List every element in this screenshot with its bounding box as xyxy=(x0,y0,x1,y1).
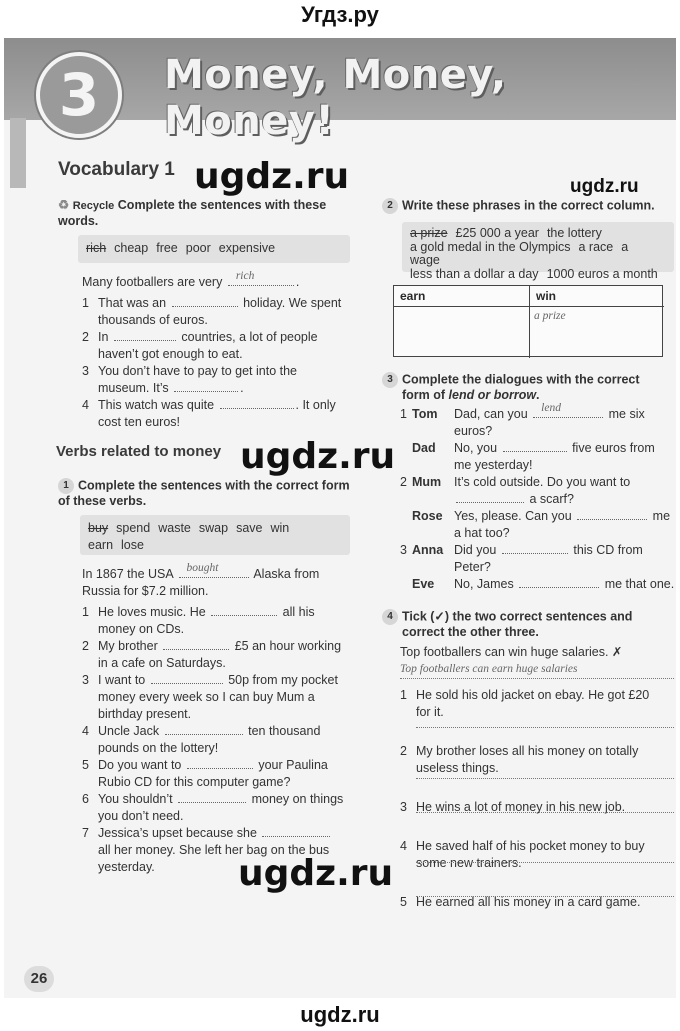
ex4-item-4: 4 He saved half of his pocket money to buy xyxy=(400,839,645,853)
answer-line[interactable] xyxy=(416,862,674,863)
answer-blank[interactable] xyxy=(114,329,176,341)
handwritten-answer: bought xyxy=(186,562,219,574)
handwritten-answer: lend xyxy=(541,402,561,414)
word-poor: poor xyxy=(185,241,211,255)
verbs-instruction xyxy=(58,478,358,509)
phrase-lottery: the lottery xyxy=(546,226,602,240)
answer-blank[interactable] xyxy=(502,542,568,554)
watermark: ugdz.ru xyxy=(240,436,396,477)
vocab-items: Many footballers are very rich . 1 That was an holiday. We spent thousands of euros. 2 In countries, a lot of people haven’t got enough to eat. 3 You don’t have to pay to get into the museum. It’s . 4 This watch was quite . It only cost ten euros! xyxy=(82,274,362,431)
verbs-item-2: 2 My brother £5 an hour working xyxy=(82,639,342,653)
exercise-number: 2 xyxy=(382,198,398,214)
verbs-example: In 1867 the USA bought Alaska from xyxy=(82,562,320,581)
watermark: ugdz.ru xyxy=(238,853,394,894)
word-lose: lose xyxy=(121,538,144,552)
answer-blank[interactable] xyxy=(456,491,524,503)
ex4-instruction: 4 Tick (✓) the two correct sentences and correct the other three. xyxy=(382,609,674,640)
dialogue-line: 3 Anna Did you this CD from xyxy=(400,543,643,557)
answer-blank[interactable] xyxy=(577,508,647,520)
word-waste: waste xyxy=(158,521,191,535)
ex2-phrase-box xyxy=(402,222,674,281)
answer-blank[interactable] xyxy=(503,440,567,452)
answer-blank[interactable] xyxy=(163,638,229,650)
verbs-item-4: 4 Uncle Jack ten thousand xyxy=(82,724,321,738)
dialogue-line: Eve No, James me that one. xyxy=(412,577,675,591)
answer-line[interactable] xyxy=(416,812,674,813)
answer-blank[interactable] xyxy=(187,757,253,769)
unit-number-badge xyxy=(36,52,122,138)
site-header: Угдз.ру xyxy=(301,2,379,27)
ex2-instruction xyxy=(382,198,672,214)
answer-blank[interactable] xyxy=(262,825,330,837)
handwritten-answer: Top footballers can earn huge salaries xyxy=(400,661,674,679)
word-swap: swap xyxy=(198,521,229,535)
phrase-race: a race xyxy=(578,239,614,254)
verbs-instruction-text: Complete the sentences with the correct form of these verbs. xyxy=(58,478,350,508)
answer-blank[interactable] xyxy=(178,791,246,803)
ex4-example: Top footballers can win huge salaries. ✗ xyxy=(400,645,623,659)
table-example-answer: a prize xyxy=(534,310,566,322)
word-cheap: cheap xyxy=(114,241,149,255)
column-win: win xyxy=(536,289,556,303)
answer-blank[interactable] xyxy=(519,576,599,588)
phrase-wage: a wage xyxy=(410,239,629,267)
word-earn: earn xyxy=(88,538,114,552)
ex4-items: Top footballers can win huge salaries. ✗ Top footballers can earn huge salaries 1 He sold his old jacket on ebay. He got £20 for it. 2 My brother loses all his money on totally useless things. 3 He wins a lot of money in his new job. 4 He saved half of his pocket money to buy some new trainers. 5 He earned all his money in a card game. xyxy=(400,644,674,911)
recycle-label: Recycle xyxy=(72,200,115,212)
dialogue-line: 2 Mum It’s cold outside. Do you want to xyxy=(400,475,631,489)
word-buy: buy xyxy=(88,521,109,535)
ex2-instruction-text: Write these phrases in the correct column. xyxy=(402,198,655,213)
ex4-item-5: 5 He earned all his money in a card game. xyxy=(400,895,641,909)
dialogue-line: Rose Yes, please. Can you me xyxy=(412,509,671,523)
answer-blank[interactable] xyxy=(174,380,238,392)
ex3-dialogues: 1 Tom Dad, can you lend me six euros? Dad No, you five euros from me yesterday! 2 Mum It’s cold outside. Do you want to a scarf? Rose Yes, please. Can you me a hat too? 3 Anna Did you this CD from Peter? Eve No, James me that one. xyxy=(400,402,675,591)
answer-line[interactable] xyxy=(416,727,674,728)
workbook-page xyxy=(4,38,676,998)
ex4-item-1: 1 He sold his old jacket on ebay. He got £20 xyxy=(400,688,650,702)
watermark-small: ugdz.ru xyxy=(570,176,639,197)
vocab-instruction xyxy=(58,198,358,229)
verbs-item-1: 1 He loves music. He all his xyxy=(82,605,315,619)
handwritten-answer: rich xyxy=(235,270,255,282)
vocab-example: Many footballers are very rich . xyxy=(82,270,300,289)
recycle-icon: ♻ xyxy=(58,198,70,212)
word-spend: spend xyxy=(116,521,151,535)
verbs-item-6: 6 You shouldn’t money on things xyxy=(82,792,344,806)
column-earn: earn xyxy=(400,289,426,303)
word-rich: rich xyxy=(86,241,107,255)
phrase-gold-medal: a gold medal in the Olympics xyxy=(410,239,571,254)
earn-win-table xyxy=(393,285,663,357)
answer-blank[interactable] xyxy=(172,295,238,307)
unit-number: 3 xyxy=(58,61,100,129)
verbs-items: In 1867 the USA bought Alaska from Russia for $7.2 million. 1 He loves music. He all his money on CDs. 2 My brother £5 an hour working in a cafe on Saturdays. 3 I want to 50p from my pocket money every week so I can buy Mum a birthday present. 4 Uncle Jack ten thousand pounds on the lottery! 5 Do you want to your Paulina Rubio CD for this computer game? 6 You shouldn’t money on things you don’t need. 7 Jessica’s upset because she all her money. She left her bag on the bus yesterday. xyxy=(82,566,364,876)
unit-title: Money, Money, Money! xyxy=(164,52,507,144)
phrase-euros-month: 1000 euros a month xyxy=(546,266,658,281)
vocabulary-heading: Vocabulary 1 xyxy=(58,159,175,180)
answer-blank[interactable] xyxy=(220,397,294,409)
vocab-item-2: 2 In countries, a lot of people xyxy=(82,330,318,344)
vocab-word-box xyxy=(78,235,350,263)
answer-blank[interactable] xyxy=(165,723,243,735)
verbs-item-7: 7 Jessica’s upset because she xyxy=(82,825,364,842)
site-footer: ugdz.ru xyxy=(300,1002,380,1027)
word-win: win xyxy=(270,521,290,535)
vocab-instruction-text: Complete the sentences with these words. xyxy=(58,198,327,228)
verbs-word-box xyxy=(80,515,350,555)
word-free: free xyxy=(156,241,178,255)
answer-line[interactable] xyxy=(416,778,674,779)
watermark: ugdz.ru xyxy=(194,156,350,197)
answer-blank[interactable] xyxy=(211,604,277,616)
phrase-salary: £25 000 a year xyxy=(455,226,539,240)
ex4-item-3: 3 He wins a lot of money in his new job. xyxy=(400,800,626,814)
page-number: 26 xyxy=(24,966,54,992)
exercise-number: 4 xyxy=(382,609,398,625)
vocab-item-1: 1 That was an holiday. We spent xyxy=(82,296,342,310)
word-save: save xyxy=(236,521,263,535)
ex4-item-2: 2 My brother loses all his money on totally xyxy=(400,744,639,758)
dialogue-line: 1 Tom Dad, can you lend me six xyxy=(400,402,645,421)
dialogue-line: Dad No, you five euros from xyxy=(412,441,655,455)
vocab-item-3: 3 You don’t have to pay to get into the xyxy=(82,364,297,378)
vocab-item-4: 4 This watch was quite . It only xyxy=(82,398,336,412)
verbs-item-3: 3 I want to 50p from my pocket xyxy=(82,673,338,687)
side-tab xyxy=(10,118,26,188)
verbs-heading: Verbs related to money xyxy=(56,443,222,460)
exercise-number: 3 xyxy=(382,372,398,388)
answer-line[interactable] xyxy=(416,896,674,897)
word-expensive: expensive xyxy=(218,241,276,255)
phrase-dollar-a-day: less than a dollar a day xyxy=(410,266,539,281)
verbs-item-5: 5 Do you want to your Paulina xyxy=(82,758,328,772)
phrase-a-prize: a prize xyxy=(410,226,448,240)
answer-blank[interactable] xyxy=(151,672,223,684)
exercise-number: 1 xyxy=(58,478,74,494)
ex3-instruction: 3 Complete the dialogues with the correct form of lend or borrow. xyxy=(382,372,672,403)
